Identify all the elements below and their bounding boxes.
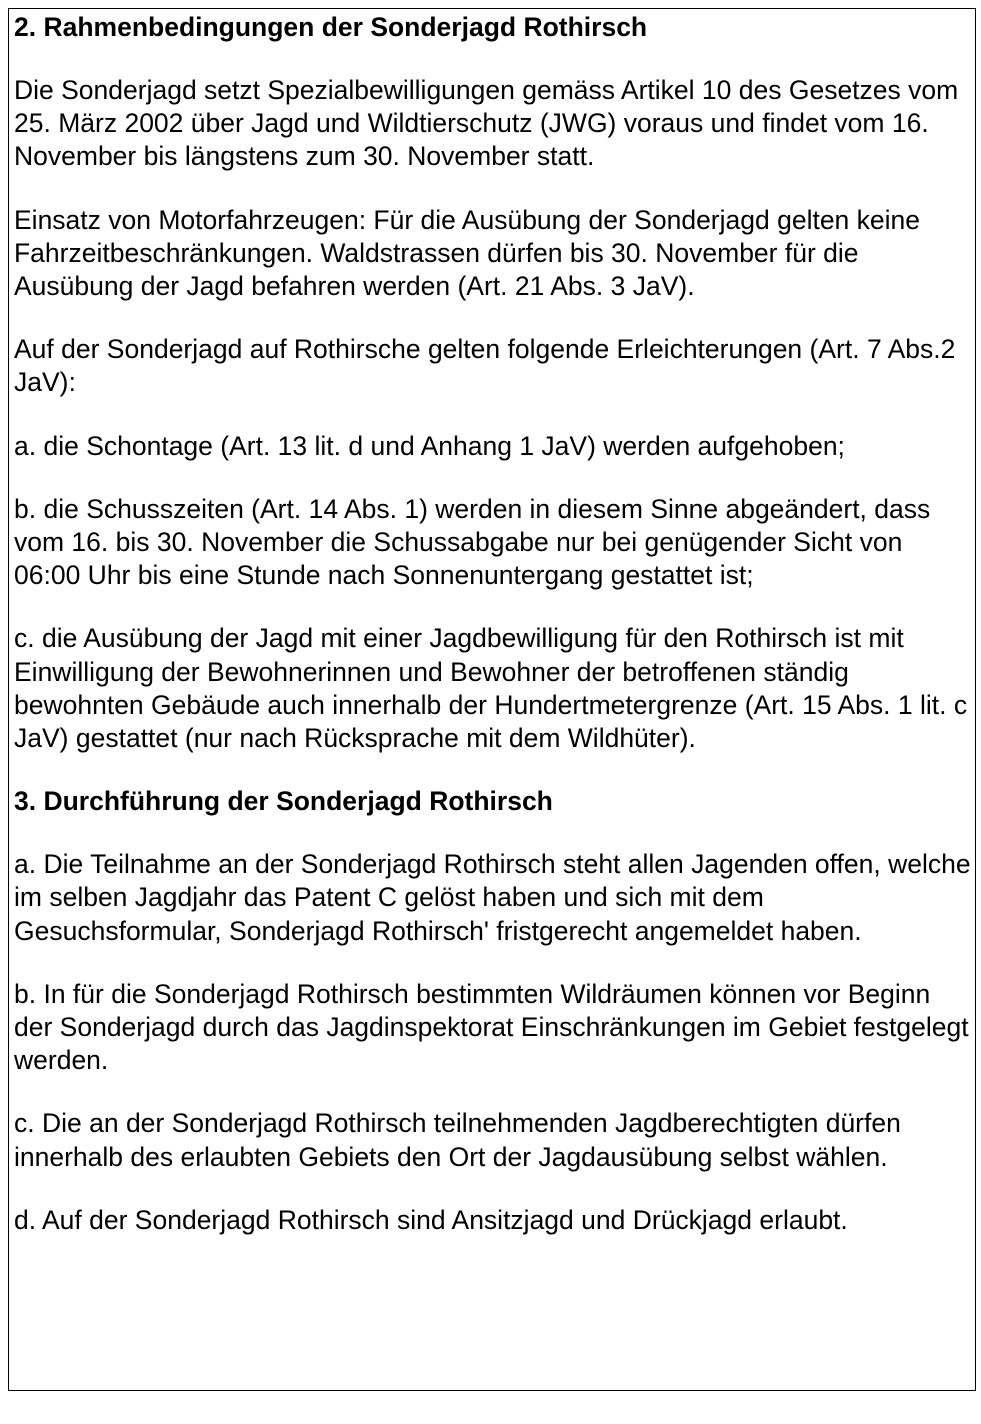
document-frame	[8, 8, 976, 1391]
section-2-item-c: c. die Ausübung der Jagd mit einer Jagdbewilligung für den Rothirsch ist mit Einwilligung der Bewohnerinnen und Bewohner der betroffenen ständig bewohnten Gebäude auch innerhalb der Hundertmetergrenze (Art. 15 Abs. 1 lit. c JaV) gestattet (nur nach Rücksprache mit dem Wildhüter).	[14, 623, 968, 754]
section-3-item-a: a. Die Teilnahme an der Sonderjagd Rothirsch steht allen Jagenden offen, welche im selben Jagdjahr das Patent C gelöst haben und sich mit dem Gesuchsformular, Sonderjagd Rothirsch' fristgerecht angemeldet haben.	[14, 849, 971, 946]
section-3-item-d: d. Auf der Sonderjagd Rothirsch sind Ansitzjagd und Drückjagd erlaubt.	[14, 1204, 848, 1235]
section-3-item-b: b. In für die Sonderjagd Rothirsch bestimmten Wildräumen können vor Beginn der Sonderjagd durch das Jagdinspektorat Einschränkungen im Gebiet festgelegt werden.	[14, 978, 969, 1076]
section-3-title: 3. Durchführung der Sonderjagd Rothirsch	[14, 786, 553, 817]
section-2-paragraph-2: Einsatz von Motorfahrzeugen: Für die Ausübung der Sonderjagd gelten keine Fahrzeitbeschränkungen. Waldstrassen dürfen bis 30. November für die Ausübung der Jagd befahren werden (Art. 21 Abs. 3 JaV).	[14, 204, 921, 302]
section-2-item-b: b. die Schusszeiten (Art. 14 Abs. 1) werden in diesem Sinne abgeändert, dass vom 16. bis 30. November die Schussabgabe nur bei genügender Sicht von 06:00 Uhr bis eine Stunde nach Sonnenuntergang gestattet ist;	[14, 493, 931, 591]
section-2-paragraph-3: Auf der Sonderjagd auf Rothirsche gelten folgende Erleichterungen (Art. 7 Abs.2 JaV):	[14, 334, 956, 398]
section-2-paragraph-1: Die Sonderjagd setzt Spezialbewilligungen gemäss Artikel 10 des Gesetzes vom 25. März 2002 über Jagd und Wildtierschutz (JWG) voraus und findet vom 16. November bis längstens zum 30. November statt.	[14, 75, 959, 172]
section-2-item-a: a. die Schontage (Art. 13 lit. d und Anhang 1 JaV) werden aufgehoben;	[14, 430, 845, 461]
section-2-title: 2. Rahmenbedingungen der Sonderjagd Rothirsch	[14, 12, 648, 42]
section-3-item-c: c. Die an der Sonderjagd Rothirsch teilnehmenden Jagdberechtigten dürfen innerhalb des erlaubten Gebiets den Ort der Jagdausübung selbst wählen.	[14, 1108, 901, 1172]
